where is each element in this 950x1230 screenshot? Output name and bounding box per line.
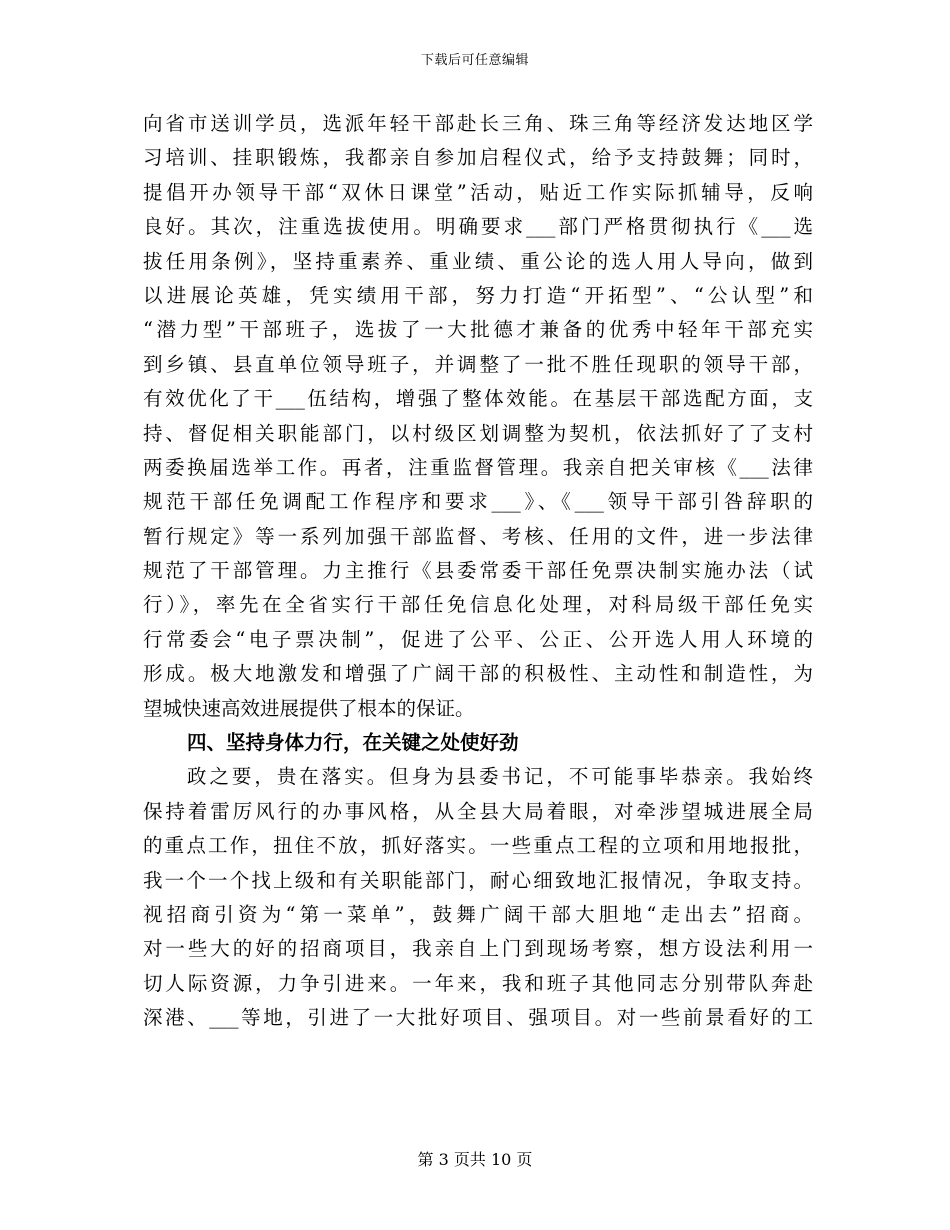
document-body [143, 107, 813, 1036]
section-line: 切人际资源，力争引进来。一年来，我和班子其他同志分别带队奔赴 [143, 971, 813, 995]
section-line: 我一个一个找上级和有关职能部门，耐心细致地汇报情况，争取支持。 [143, 868, 813, 892]
body-line: 持、督促相关职能部门，以村级区划调整为契机，依法抓好了了支村 [143, 421, 813, 445]
body-line: 拔任用条例》，坚持重素养、重业绩、重公论的选人用人导向，做到 [143, 249, 813, 273]
section-line: 的重点工作，扭住不放，抓好落实。一些重点工程的立项和用地报批， [143, 834, 813, 858]
section-line: 视招商引资为“第一菜单”，鼓舞广阔干部大胆地“走出去”招商。 [143, 902, 813, 926]
body-line: 良好。其次，注重选拔使用。明确要求___部门严格贯彻执行《___选 [143, 215, 813, 239]
body-line: 两委换届选举工作。再者，注重监督管理。我亲自把关审核《___法律 [143, 455, 813, 479]
body-line: 提倡开办领导干部“双休日课堂”活动，贴近工作实际抓辅导，反响 [143, 180, 813, 204]
body-line: 望城快速高效进展提供了根本的保证。 [143, 696, 475, 720]
body-line: 到乡镇、县直单位领导班子，并调整了一批不胜任现职的领导干部， [143, 352, 813, 376]
section-line: 深港、___等地，引进了一大批好项目、强项目。对一些前景看好的工 [143, 1006, 813, 1030]
body-line: 行常委会“电子票决制”，促进了公平、公正、公开选人用人环境的 [143, 627, 813, 651]
body-line: “潜力型”干部班子，选拔了一大批德才兼备的优秀中轻年干部充实 [143, 318, 813, 342]
body-line: 规范了干部管理。力主推行《县委常委干部任免票决制实施办法（试 [143, 559, 813, 583]
body-line: 形成。极大地激发和增强了广阔干部的积极性、主动性和制造性，为 [143, 662, 813, 686]
section-line: 政之要，贵在落实。但身为县委书记，不可能事毕恭亲。我始终 [187, 765, 813, 789]
section-heading: 四、坚持身体力行，在关键之处使好劲 [187, 731, 519, 755]
body-line: 有效优化了干___伍结构，增强了整体效能。在基层干部选配方面，支 [143, 387, 813, 411]
section-line: 保持着雷厉风行的办事风格，从全县大局着眼，对牵涉望城进展全局 [143, 799, 813, 823]
body-line: 暂行规定》等一系列加强干部监督、考核、任用的文件，进一步法律 [143, 524, 813, 548]
section-line: 对一些大的好的招商项目，我亲自上门到现场考察，想方设法利用一 [143, 937, 813, 961]
body-line: 向省市送训学员，选派年轻干部赴长三角、珠三角等经济发达地区学 [143, 112, 813, 135]
page-header: 下载后可任意编辑 [420, 53, 529, 68]
page-number: 第 3 页共 10 页 [417, 1150, 533, 1169]
body-line: 习培训、挂职锻炼，我都亲自参加启程仪式，给予支持鼓舞；同时， [143, 146, 813, 170]
body-line: 规范干部任免调配工作程序和要求___》、《___领导干部引咎辞职的 [143, 490, 813, 514]
body-line: 以进展论英雄，凭实绩用干部，努力打造“开拓型”、“公认型”和 [143, 283, 813, 307]
body-line: 行）》，率先在全省实行干部任免信息化处理，对科局级干部任免实 [143, 593, 813, 617]
